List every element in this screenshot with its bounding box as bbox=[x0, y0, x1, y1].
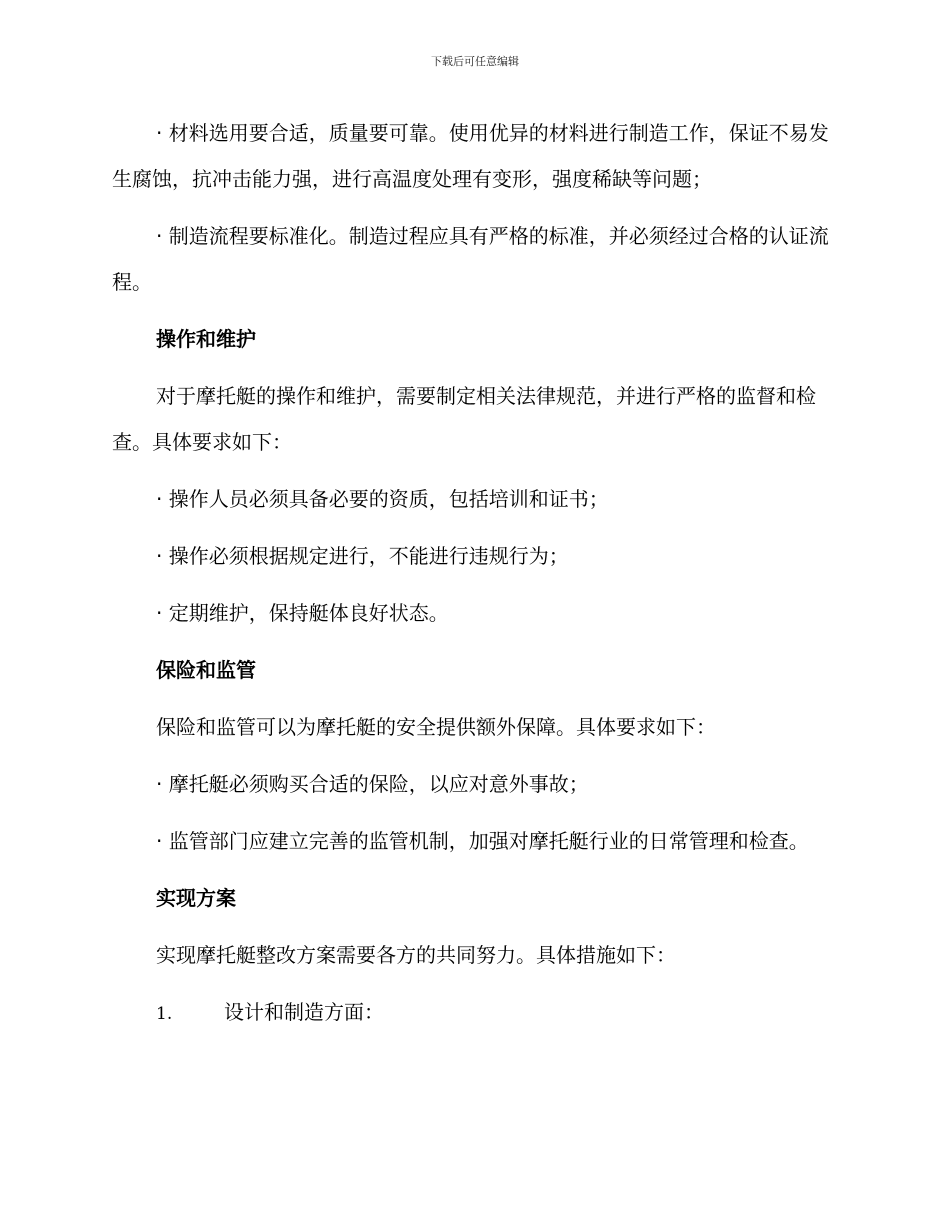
document-body bbox=[112, 110, 836, 1037]
heading-implementation: 实现方案 bbox=[156, 886, 236, 910]
list-number: 1. bbox=[156, 1004, 173, 1024]
heading-operation-maintenance: 操作和维护 bbox=[156, 327, 256, 351]
numbered-list-item bbox=[112, 989, 836, 1037]
list-item-text: 设计和制造方面： bbox=[224, 1000, 384, 1024]
paragraph-operator-qualification: · 操作人员必须具备必要的资质，包括培训和证书； bbox=[156, 487, 609, 511]
paragraph-materials: · 材料选用要合适，质量要可靠。使用优异的材料进行制造工作，保证不易发生腐蚀，抗冲击能力强，进行高温度处理有变形，强度稀缺等问题； bbox=[112, 121, 829, 191]
paragraph-insurance-intro: 保险和监管可以为摩托艇的安全提供额外保障。具体要求如下： bbox=[156, 715, 716, 739]
paragraph-insurance: · 摩托艇必须购买合适的保险，以应对意外事故； bbox=[156, 772, 589, 796]
heading-insurance-supervision: 保险和监管 bbox=[156, 658, 256, 682]
page-header: 下载后可任意编辑 bbox=[431, 55, 519, 68]
paragraph-process: · 制造流程要标准化。制造过程应具有严格的标准，并必须经过合格的认证流程。 bbox=[112, 224, 829, 294]
paragraph-maintenance: · 定期维护，保持艇体良好状态。 bbox=[156, 601, 449, 625]
paragraph-operation-rules: · 操作必须根据规定进行，不能进行违规行为； bbox=[156, 544, 569, 568]
paragraph-implementation-intro: 实现摩托艇整改方案需要各方的共同努力。具体措施如下： bbox=[156, 943, 676, 967]
paragraph-supervision: · 监管部门应建立完善的监管机制，加强对摩托艇行业的日常管理和检查。 bbox=[156, 829, 809, 853]
paragraph-operation-intro: 对于摩托艇的操作和维护，需要制定相关法律规范，并进行严格的监督和检查。具体要求如下： bbox=[112, 384, 816, 454]
